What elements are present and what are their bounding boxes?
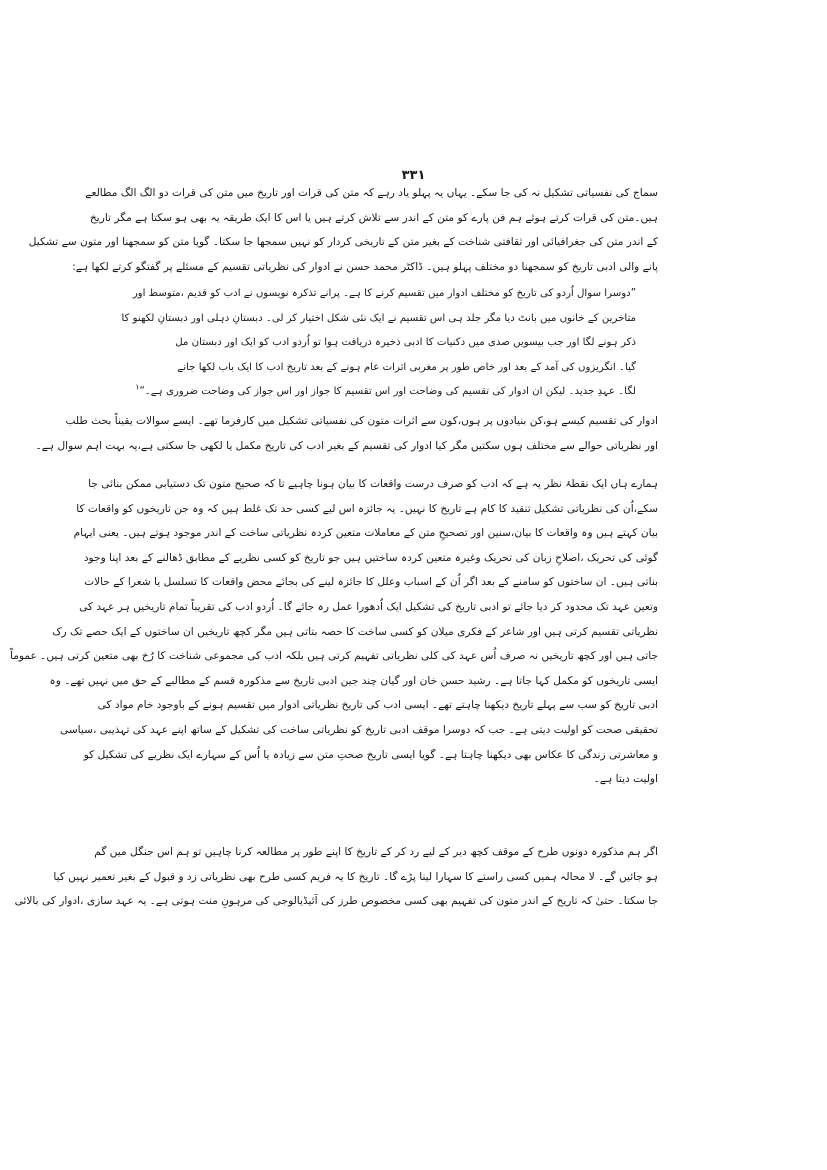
text-line: ہو جائیں گے۔ لا محالہ ہمیں کسی راستے کا سہارا لینا پڑے گا۔ تاریخ کا یہ فریم کسی طرح بھی نظریاتی زد و قبول کے بغیر تعمیر نہیں کیا [53, 870, 658, 883]
quote-line: ذکر ہونے لگا اور جب بیسویں صدی میں دکنیات کا ادبی ذخیرہ دریافت ہوا تو اُردو ادب کو ایک اور دبستان مل [175, 337, 636, 349]
text-line: پانے والی ادبی تاریخ کو سمجھنا دو مختلف پہلو ہیں۔ ڈاکٹر محمد حسن نے ادوار کی نظریاتی تقسیم کے مسئلے پر گفتگو کرتے لکھا ہے: [72, 260, 658, 273]
text-line: و معاشرتی زندگی کا عکاس بھی دیکھنا چاہتا ہے۔ گویا ایسی تاریخ صحتِ متن سے زیادہ یا اُس کے سہارے ایک نظریے کی تشکیل کو [83, 748, 658, 761]
text-line: تحقیقی صحت کو اولیت دیتی ہے۔ جب کہ دوسرا موقف ادبی تاریخ کو نظریاتی ساخت کی تشکیل کے ساتھ اپنے عہد کی تہذیبی ،سیاسی [59, 723, 658, 736]
text-line: ایسی تاریخوں کو مکمل کہا جاتا ہے۔ رشید حسن خان اور گیان چند جین ادبی تاریخ سے مذکورہ قسم کے مطالبے کے حق میں نہیں تھے۔ وہ [49, 674, 658, 687]
quote-line: ”دوسرا سوال اُردو کی تاریخ کو مختلف ادوار میں تقسیم کرنے کا ہے۔ پرانے تذکرہ نویسوں نے ادب کو قدیم ،متوسط اور [132, 288, 636, 299]
paragraph-3 [9, 472, 658, 792]
text-line: سکے،اُن کی نظریاتی تشکیل تنقید کا کام ہے تاریخ کا نہیں۔ یہ جائزہ اس لیے کسی حد تک غلط ہیں کہ وہ جن تاریخوں کو واقعات کا [76, 502, 658, 515]
footnote-marker: ۱ [135, 382, 140, 392]
quote-line: متاخرین کے خانوں میں بانٹ دیا مگر جلد ہی اس تقسیم نے ایک نئی شکل اختیار کر لی۔ دبستانِ دہلی اور دبستانِ لکھنو کا [121, 312, 636, 324]
text-line: کے اندر متن کی جغرافیائی اور ثقافتی شناخت کے بغیر متن کے تاریخی کردار کو نہیں سمجھا جا سکتا۔ گویا متن کو سمجھنا اور متون سے تشکیل [28, 236, 658, 249]
quote-line: گیا۔ انگریزوں کی آمد کے بعد اور خاص طور پر مغربی اثرات عام ہونے کے بعد تاریخ ادب کا ایک باب لکھا جانے [177, 361, 636, 373]
quote-line-last [135, 380, 636, 405]
page-number: ۳۳۱ [401, 168, 426, 183]
text-line: ہیں۔متن کی قرات کرتے ہوئے ہم فن پارے کو متن کے اندر سے تلاش کرتے ہیں یا اس کا ایک طریقہ یہ بھی ہو سکتا ہے مگر تاریخ [89, 211, 658, 224]
text-line: جاتی ہیں اور کچھ تاریخیں نہ صرف اُس عہد کی کلی نظریاتی تفہیم کرتی ہیں بلکہ ادب کی مجموعی شناخت کا رُخ بھی متعین کرتی ہیں۔ عموماً [9, 650, 658, 663]
text-line: سماج کی نفسیاتی تشکیل نہ کی جا سکے۔ یہاں یہ پہلو یاد رہے کہ متن کی قرات اور تاریخ میں متن کی قرات دو الگ الگ مطالعے [85, 187, 658, 199]
text-line: اولیت دیتا ہے۔ [593, 773, 658, 786]
text-line: بناتی ہیں۔ ان ساختوں کو سامنے کے بعد اگر اُن کے اسباب وعلل کا جائزہ لینے کی بجائے محض واقعات کا تسلسل یا شعرا کے حالات [84, 576, 658, 589]
paragraph-2 [35, 409, 658, 458]
paragraph-4 [14, 840, 658, 914]
text-line: اگر ہم مذکورہ دونوں طرح کے موقف کچھ دیر کے لیے رد کر کے تاریخ کا اپنے طور پر مطالعہ کرنا چاہیں تو ہم اس جنگل میں گم [94, 846, 658, 858]
text-line: نظریاتی تقسیم کرتی ہیں اور شاعر کے فکری میلان کو کسی ساخت کا حصہ بتاتی ہیں مگر کچھ تاریخیں ان ساختوں کے ایک حصے تک رک [52, 625, 658, 638]
text-line: ادوار کی تقسیم کیسے ہو،کن بنیادوں پر ہوں،کون سے اثرات متون کی نفسیاتی تشکیل میں کارفرما تھے۔ ایسے سوالات یقیناً بحث طلب [65, 415, 658, 427]
paragraph-1 [28, 181, 658, 279]
block-quote [121, 282, 636, 405]
text-line: ہمارے ہاں ایک نقطۂ نظر یہ ہے کہ ادب کو صرف درست واقعات کا بیان ہونا چاہیے تا کہ صحیح متون تک دستیابی ممکن بنائی جا [88, 478, 658, 490]
text-line: جا سکتا۔ حتیٰ کہ تاریخ کے اندر متون کی تفہیم بھی کسی مخصوص طرز کی آئیڈیالوجی کی مرہونِ منت ہوتی ہے۔ یہ عہد سازی ،ادوار کی بالائی [14, 895, 658, 908]
text-line: بیان کہتے ہیں وہ واقعات کا بیان،سنین اور تصحیحِ متن کے معاملات متعین کردہ نظریاتی ساخت کے اندر موجود ہوتے ہیں۔ یعنی ایہام [73, 527, 658, 540]
text-line: وتعین عہد تک محدود کر دیا جائے تو ادبی تاریخ کی تشکیل ایک اُدھورا عمل رہ جائے گا۔ اُردو ادب کی تقریباً تمام تاریخیں ہر عہد کی [79, 600, 658, 613]
text-line: ادبی تاریخ کو سب سے پہلے تاریخ دیکھنا چاہتے تھے۔ ایسی ادب کی تاریخ نظریاتی ادوار میں تقسیم ہونے کے باوجود خام مواد کی [97, 699, 658, 712]
quote-line-text: لگا۔ عہدِ جدید۔ لیکن ان ادوار کی تقسیم کی وضاحت اور اس تقسیم کا جواز اور اس جواز کی وضاحت ضروری ہے۔“ [139, 386, 636, 398]
text-line: اور نظریاتی حوالے سے مختلف ہوں سکتیں مگر کیا ادوار کی تقسیم کے بغیر ادب کی تاریخ مکمل یا لکھی جا سکتی ہے،یہ بہت اہم سوال ہے۔ [35, 439, 658, 452]
text-line: گوئی کی تحریک ،اصلاحِ زبان کی تحریک وغیرہ متعین کردہ ساختیں ہیں جو تاریخ کو کسی نظریے کے مطابق ڈھالنے کے بعد اپنا وجود [83, 551, 658, 564]
